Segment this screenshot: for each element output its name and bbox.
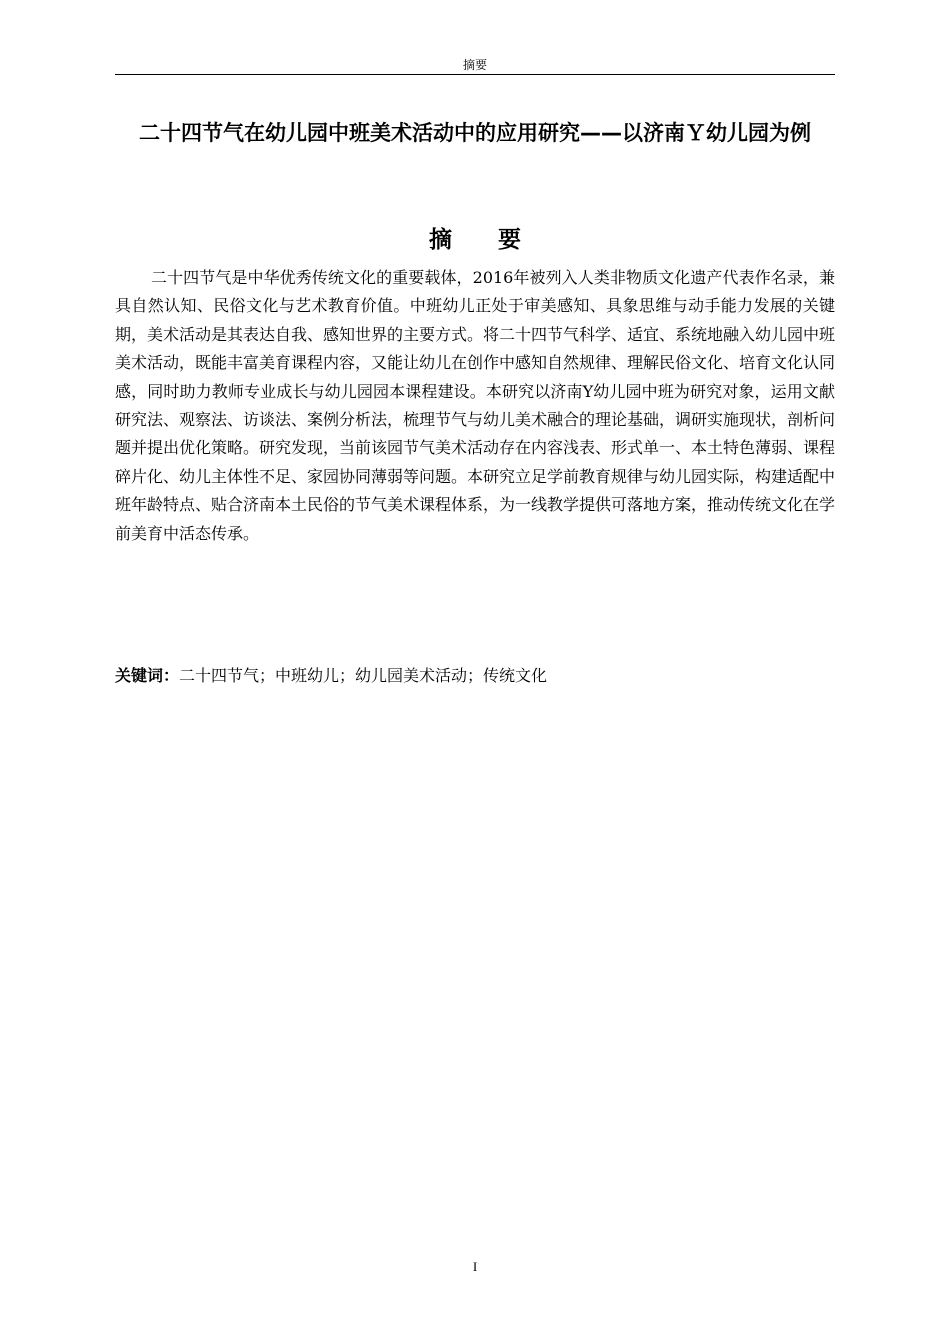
keywords-value: 二十四节气；中班幼儿；幼儿园美术活动；传统文化: [179, 666, 548, 685]
running-header: 摘要: [462, 58, 487, 72]
abstract-heading-char-1: 摘: [429, 227, 452, 253]
page-number: I: [472, 1259, 478, 1274]
thesis-title: 二十四节气在幼儿园中班美术活动中的应用研究——以济南Ｙ幼儿园为例: [139, 121, 811, 145]
abstract-heading: [115, 224, 835, 256]
abstract-heading-char-2: 要: [498, 227, 521, 253]
keywords-line: [115, 663, 835, 689]
header-rule: [115, 74, 835, 75]
keywords-label: 关键词：: [115, 666, 180, 685]
abstract-body: 二十四节气是中华优秀传统文化的重要载体，2016年被列入人类非物质文化遗产代表作名录，兼具自然认知、民俗文化与艺术教育价值。中班幼儿正处于审美感知、具象思维与动手能力发展的关键期，美术活动是其表达自我、感知世界的主要方式。将二十四节气科学、适宜、系统地融入幼儿园中班美术活动，既能丰富美育课程内容，又能让幼儿在创作中感知自然规律、理解民俗文化、培育文化认同感，同时助力教师专业成长与幼儿园园本课程建设。本研究以济南Y幼儿园中班为研究对象，运用文献研究法、观察法、访谈法、案例分析法，梳理节气与幼儿美术融合的理论基础，调研实施现状，剖析问题并提出优化策略。研究发现，当前该园节气美术活动存在内容浅表、形式单一、本土特色薄弱、课程碎片化、幼儿主体性不足、家园协同薄弱等问题。本研究立足学前教育规律与幼儿园实际，构建适配中班年龄特点、贴合济南本土民俗的节气美术课程体系，为一线教学提供可落地方案，推动传统文化在学前美育中活态传承。: [115, 268, 836, 543]
